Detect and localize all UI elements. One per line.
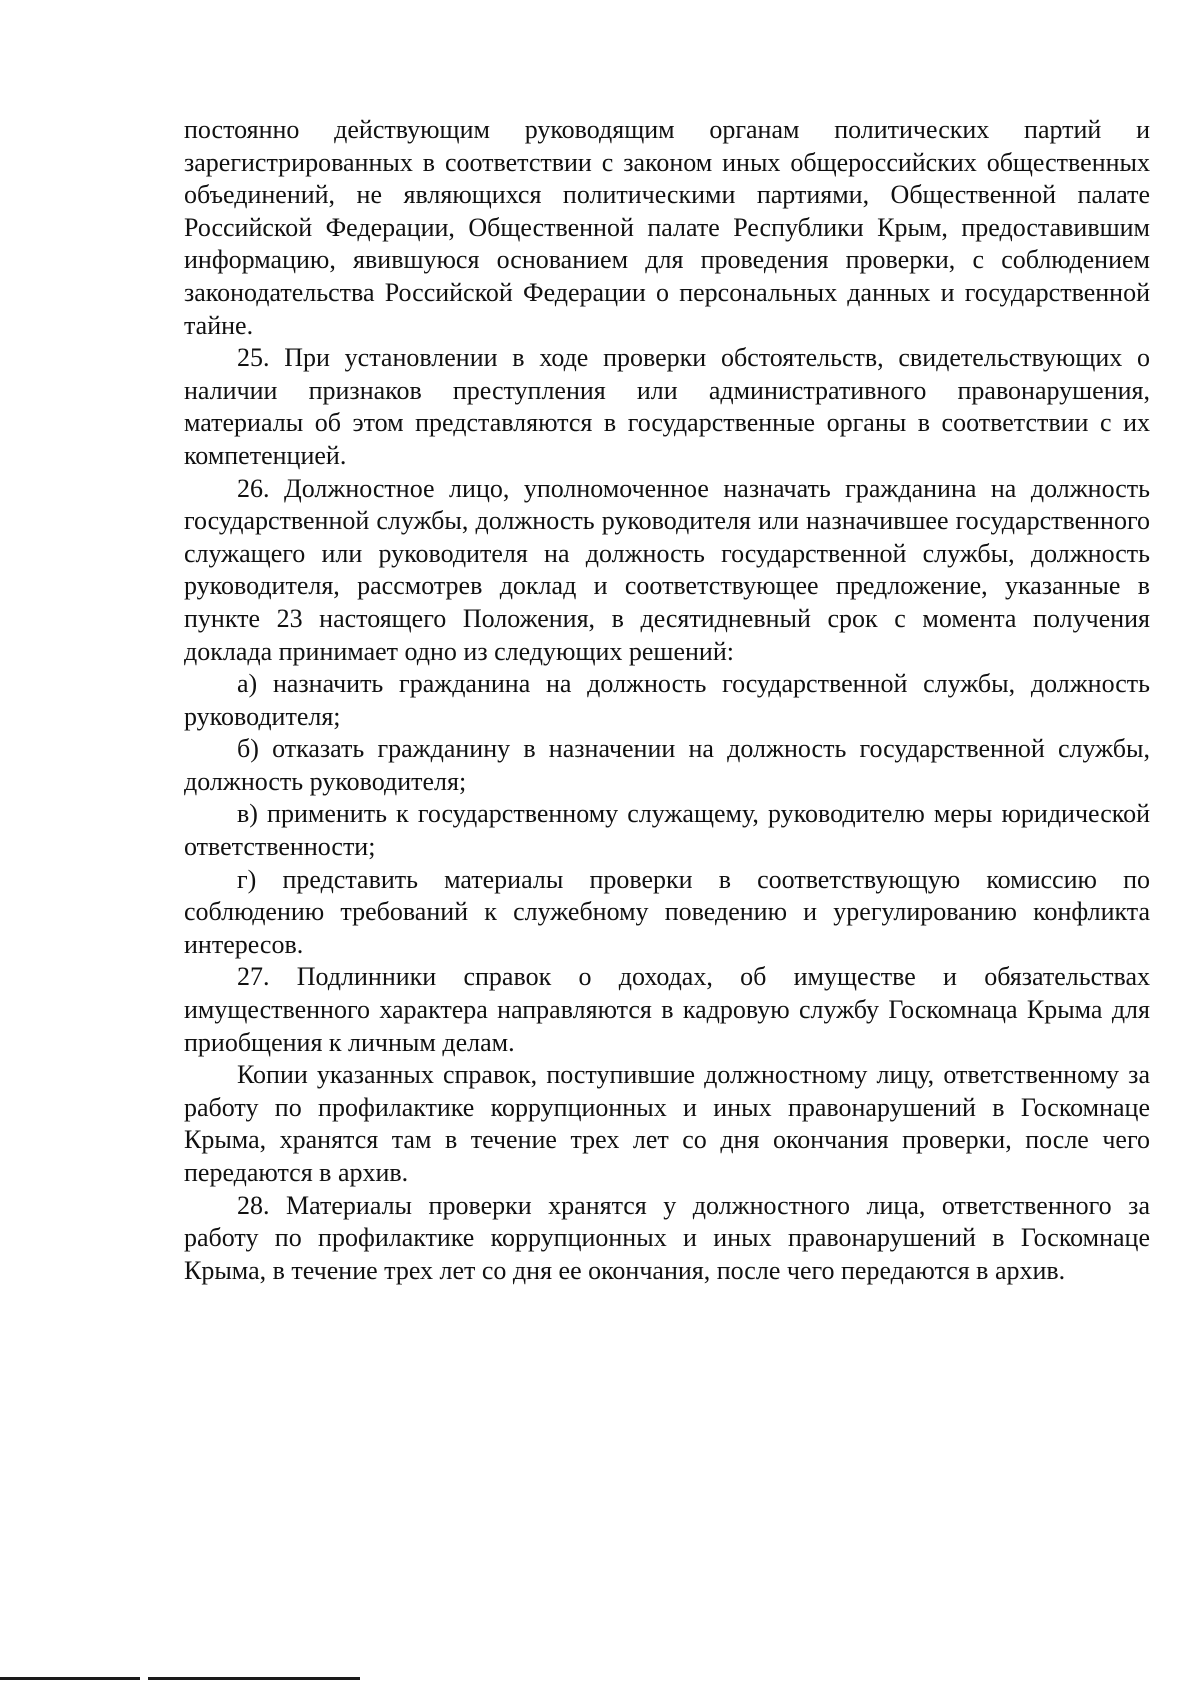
paragraph-26-item-b: б) отказать гражданину в назначении на должность государственной службы, должность руководителя; [184, 734, 1150, 796]
paragraph-28: 28. Материалы проверки хранятся у должностного лица, ответственного за работу по профилактике коррупционных и иных правонарушений в Госкомнаце Крыма, в течение трех лет со дня ее окончания, после чего передаются в архив. [184, 1190, 1150, 1285]
paragraph-27: 27. Подлинники справок о доходах, об имуществе и обязательствах имущественного характера направляются в кадровую службу Госкомнаца Крыма для приобщения к личным делам. [184, 962, 1150, 1057]
paragraph-27-copies: Копии указанных справок, поступившие должностному лицу, ответственному за работу по профилактике коррупционных и иных правонарушений в Госкомнаце Крыма, хранятся там в течение трех лет со дня окончания проверки, после чего передаются в архив. [184, 1060, 1150, 1187]
footer-rule-gap [140, 1677, 148, 1680]
paragraph-26-item-a: а) назначить гражданина на должность государственной службы, должность руководителя; [184, 669, 1150, 731]
paragraph-continuation: постоянно действующим руководящим органам политических партий и зарегистрированных в соответствии с законом иных общероссийских общественных объединений, не являющихся политическими партиями, Общественной палате Российской Федерации, Общественной палате Республики Крым, предоставившим информацию, явившуюся основанием для проведения проверки, с соблюдением законодательства Российской Федерации о персональных данных и государственной тайне. [184, 115, 1150, 340]
document-body [184, 114, 1150, 1287]
paragraph-26: 26. Должностное лицо, уполномоченное назначать гражданина на должность государственной службы, должность руководителя или назначившее государственного служащего или руководителя на должность государственной службы, должность руководителя, рассмотрев доклад и соответствующее предложение, указанные в пункте 23 настоящего Положения, в десятидневный срок с момента получения доклада принимает одно из следующих решений: [184, 473, 1150, 666]
paragraph-26-item-v: в) применить к государственному служащему, руководителю меры юридической ответственности; [184, 799, 1150, 862]
paragraph-26-item-g: г) представить материалы проверки в соответствующую комиссию по соблюдению требований к служебному поведению и урегулированию конфликта интересов. [184, 864, 1150, 959]
footer-rule [0, 1677, 360, 1680]
paragraph-25: 25. При установлении в ходе проверки обстоятельств, свидетельствующих о наличии признаков преступления или административного правонарушения, материалы об этом представляются в государственные органы в соответствии с их компетенцией. [184, 343, 1150, 470]
